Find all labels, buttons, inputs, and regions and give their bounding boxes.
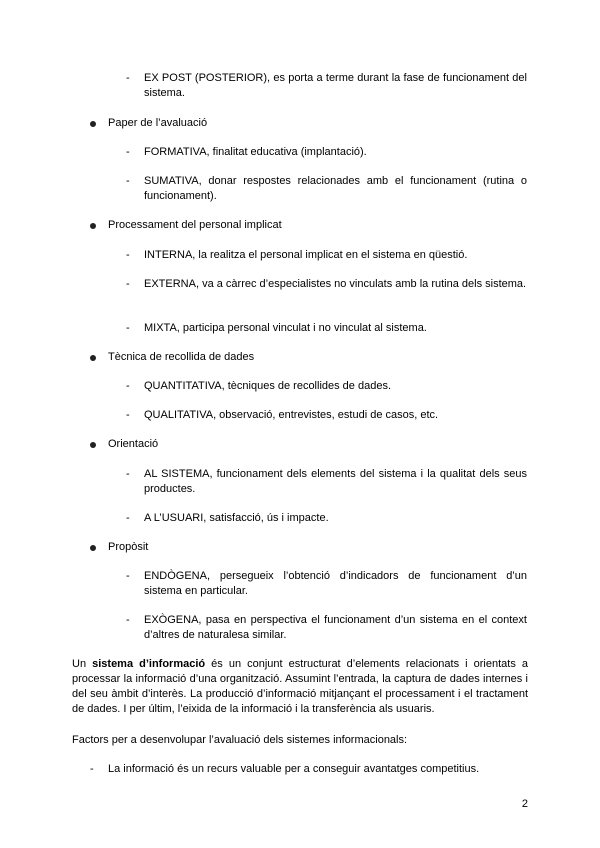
dash-marker: -: [126, 175, 130, 187]
list-item: EX POST (POSTERIOR), es porta a terme durant la fase de funcionament del sistema.: [144, 72, 527, 99]
list-item: La informació és un recurs valuable per a conseguir avantatges competitius.: [108, 763, 480, 775]
info-system-paragraph: [72, 657, 528, 717]
dash-marker: -: [126, 570, 130, 582]
page-number: 2: [521, 798, 528, 810]
list-item: QUALITATIVA, observació, entrevistes, estudi de casos, etc.: [144, 409, 439, 421]
list-item: Paper de l’avaluació: [108, 117, 208, 129]
list-item: AL SISTEMA, funcionament dels elements del sistema i la qualitat dels seus productes.: [144, 468, 527, 495]
dash-marker: -: [90, 763, 94, 775]
list-item: EXÒGENA, pasa en perspectiva el funcionament d’un sistema en el context d’altres de naturalesa similar.: [144, 614, 527, 641]
list-item: QUANTITATIVA, tècniques de recollides de dades.: [144, 380, 392, 392]
list-item: FORMATIVA, finalitat educativa (implantació).: [144, 146, 367, 158]
dash-marker: -: [126, 512, 130, 524]
bullet-marker: [90, 442, 96, 448]
paragraph-body: és un conjunt estructurat d’elements relacionats i orientats a processar la informació d’una organització. Assumint l’entrada, la captura de dades internes i del seu àmbit d’interès. La producció d’informació mitjançant el processament i el tractament de dades. I per últim, l’eixida de la informació i la transferència als usuaris.: [72, 658, 528, 715]
dash-marker: -: [126, 278, 130, 290]
dash-marker: -: [126, 380, 130, 392]
dash-marker: -: [126, 322, 130, 334]
bullet-marker: [90, 545, 96, 551]
bullet-marker: [90, 355, 96, 361]
list-item: Propòsit: [108, 541, 149, 553]
paragraph-bold-term: sistema d’informació: [92, 658, 206, 670]
list-item: MIXTA, participa personal vinculat i no vinculat al sistema.: [144, 322, 427, 334]
list-item: Orientació: [108, 438, 159, 450]
dash-marker: -: [126, 468, 130, 480]
paragraph-lead: Un: [72, 658, 93, 670]
list-item: INTERNA, la realitza el personal implicat en el sistema en qüestió.: [144, 249, 468, 261]
factors-heading: Factors per a desenvolupar l’avaluació dels sistemes informacionals:: [72, 734, 408, 746]
list-item: A L’USUARI, satisfacció, ús i impacte.: [144, 512, 329, 524]
dash-marker: -: [126, 72, 130, 84]
bullet-marker: [90, 121, 96, 127]
dash-marker: -: [126, 249, 130, 261]
list-item: Tècnica de recollida de dades: [108, 351, 255, 363]
dash-marker: -: [126, 614, 130, 626]
list-item: Processament del personal implicat: [108, 219, 282, 231]
list-item: ENDÒGENA, persegueix l’obtenció d’indicadors de funcionament d’un sistema en particular.: [144, 570, 527, 597]
dash-marker: -: [126, 409, 130, 421]
dash-marker: -: [126, 146, 130, 158]
list-item: SUMATIVA, donar respostes relacionades amb el funcionament (rutina o funcionament).: [144, 175, 527, 202]
bullet-marker: [90, 223, 96, 229]
list-item: EXTERNA, va a càrrec d’especialistes no vinculats amb la rutina dels sistema.: [144, 278, 527, 290]
